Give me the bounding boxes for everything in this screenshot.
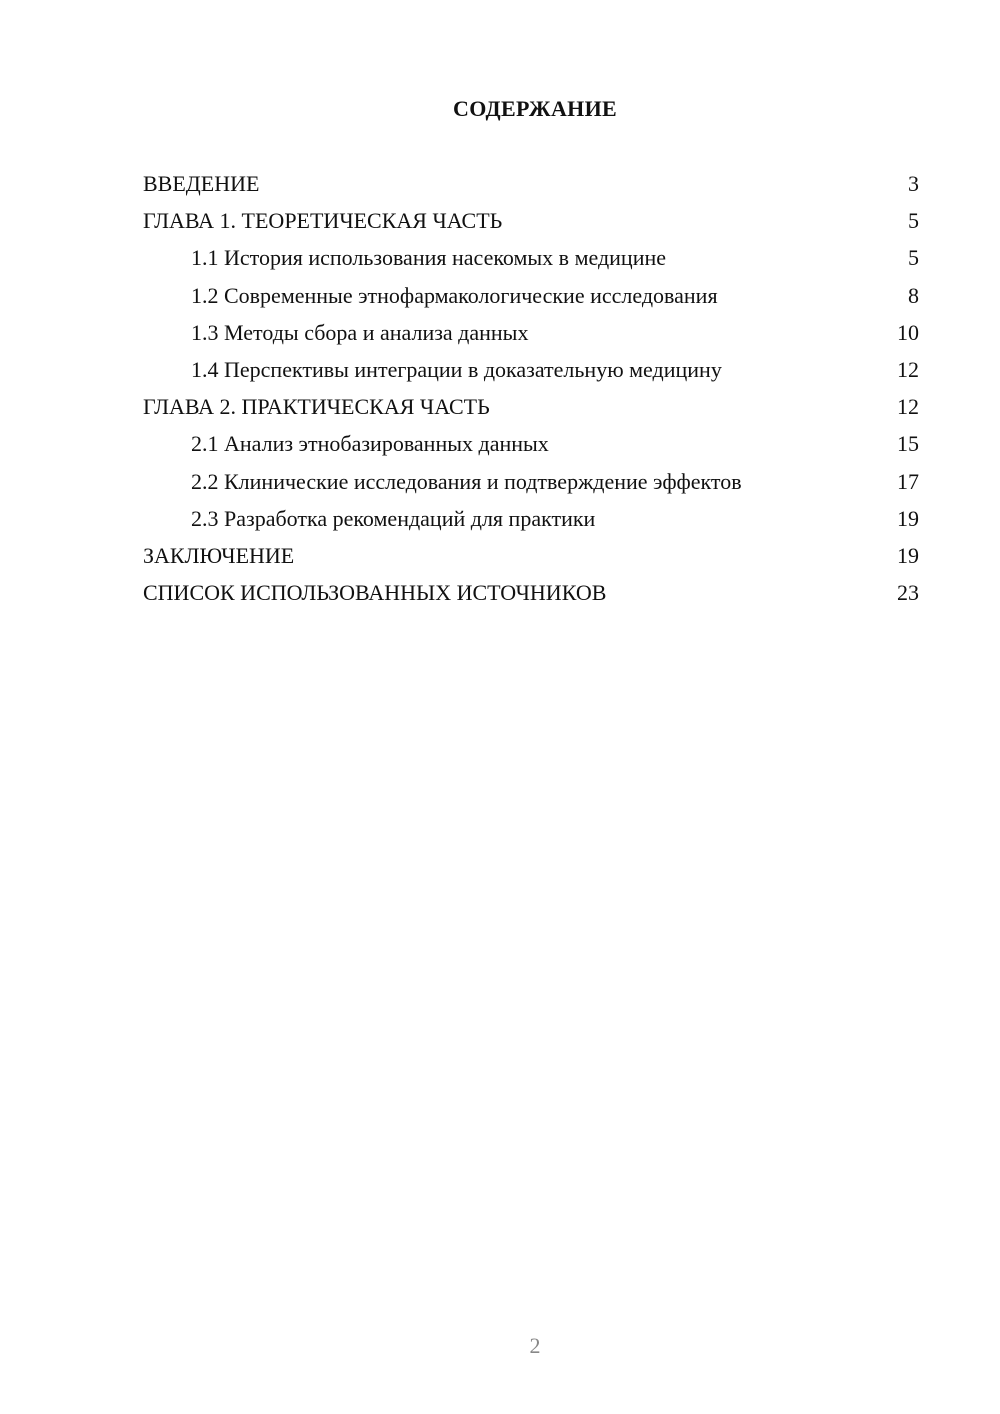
toc-entry-page: 12 [897,356,919,382]
toc-entry-page: 19 [897,505,919,531]
toc-entry-section-1-2 [143,280,919,317]
toc-entry-label: 2.2 Клинические исследования и подтверждение эффектов [191,468,742,494]
toc-entry-page: 3 [908,171,919,196]
toc-entry-section-2-1 [143,428,919,465]
toc-entry-page: 17 [897,468,919,494]
toc-entry-label: СПИСОК ИСПОЛЬЗОВАННЫХ ИСТОЧНИКОВ [143,580,607,606]
toc-entry-page: 8 [908,282,919,308]
toc-entry-label: 1.1 История использования насекомых в медицине [191,245,667,271]
toc-entry-introduction [143,168,919,205]
toc-entry-references [143,577,919,614]
page-title: СОДЕРЖАНИЕ [453,96,617,121]
toc-entry-chapter-2 [143,391,919,428]
toc-entry-page: 23 [897,580,919,606]
page-number: 2 [529,1333,541,1358]
toc-entry-chapter-1 [143,205,919,242]
table-of-contents [143,168,919,614]
toc-entry-label: 1.2 Современные этнофармакологические исследования [191,282,718,308]
toc-entry-label: ГЛАВА 2. ПРАКТИЧЕСКАЯ ЧАСТЬ [143,394,490,420]
toc-entry-label: 1.3 Методы сбора и анализа данных [191,319,529,345]
toc-entry-page: 12 [897,394,919,420]
toc-entry-page: 15 [897,431,919,457]
toc-entry-section-2-3 [143,503,919,540]
toc-entry-label: 2.1 Анализ этнобазированных данных [191,431,549,457]
toc-entry-section-1-3 [143,317,919,354]
toc-entry-label: 2.3 Разработка рекомендаций для практики [191,505,596,531]
toc-entry-section-2-2 [143,466,919,503]
toc-entry-page: 5 [908,245,919,271]
toc-entry-page: 10 [897,319,919,345]
toc-entry-label: 1.4 Перспективы интеграции в доказательную медицину [191,356,722,382]
toc-entry-section-1-1 [143,242,919,279]
toc-entry-label: ВВЕДЕНИЕ [143,171,260,196]
toc-entry-conclusion [143,540,919,577]
toc-entry-section-1-4 [143,354,919,391]
toc-entry-page: 5 [908,208,919,234]
toc-entry-page: 19 [897,542,919,568]
toc-entry-label: ГЛАВА 1. ТЕОРЕТИЧЕСКАЯ ЧАСТЬ [143,208,503,234]
toc-entry-label: ЗАКЛЮЧЕНИЕ [143,542,295,568]
